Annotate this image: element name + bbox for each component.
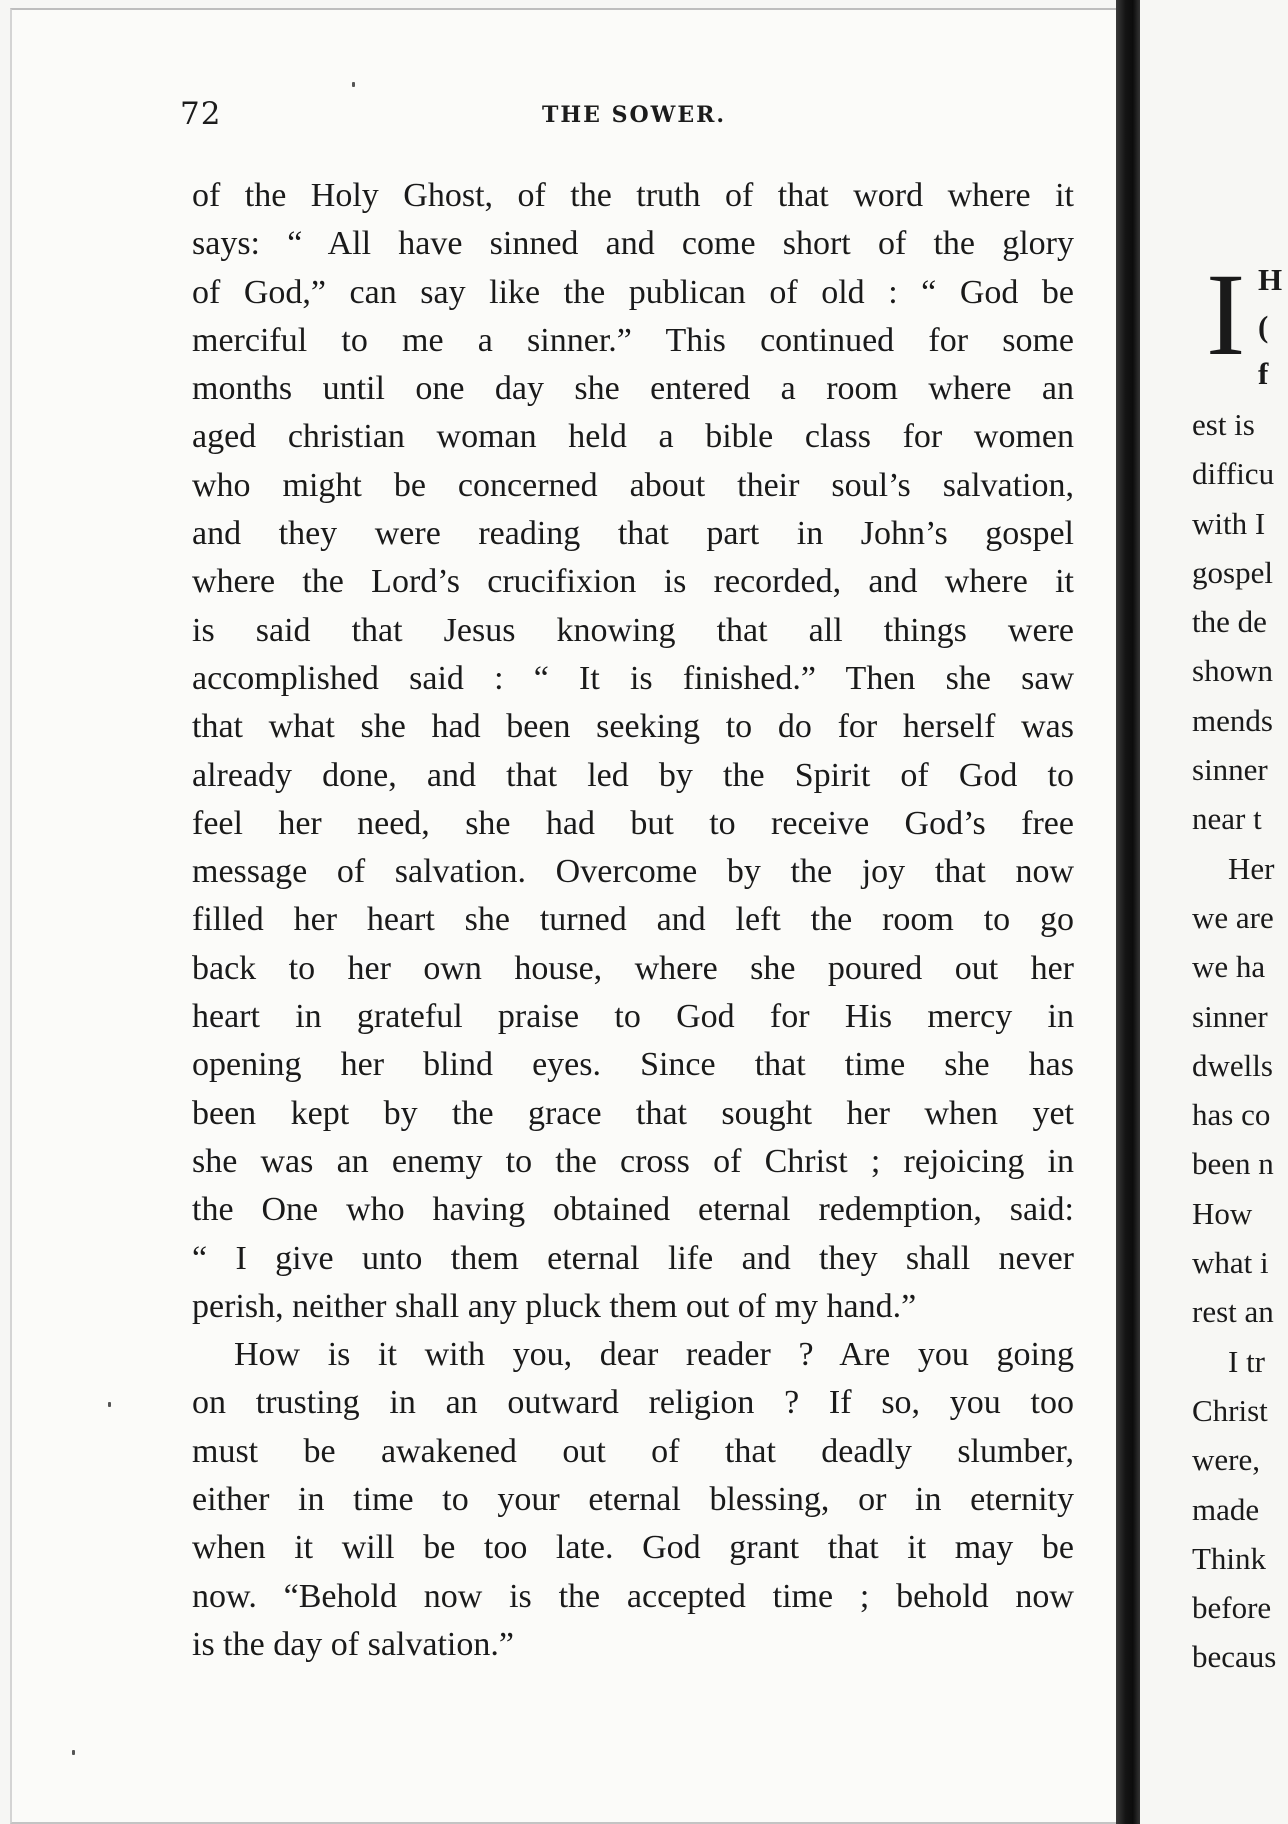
text-line: of the Holy Ghost, of the truth of that word where it	[192, 177, 1074, 214]
drop-line: H	[1258, 262, 1283, 297]
text-line: made	[1192, 1491, 1260, 1527]
drop-line: f	[1258, 356, 1269, 391]
text-line: says: “ All have sinned and come short of the glory	[192, 225, 1074, 263]
text-line: has co	[1192, 1097, 1271, 1133]
text-line: difficu	[1192, 456, 1275, 492]
text-line: dwells	[1192, 1047, 1273, 1083]
text-line: that what she had been seeking to do for herself was	[192, 708, 1074, 746]
print-speck	[108, 1402, 111, 1407]
right-page-text	[1192, 400, 1276, 1682]
text-line: accomplished said : “ It is finished.” Then she saw	[192, 659, 1074, 697]
text-line: sinner	[1192, 998, 1268, 1034]
text-line: feel her need, she had but to receive God’s free	[192, 804, 1074, 842]
page-number: 72	[180, 96, 222, 132]
text-line: perish, neither shall any pluck them out of my hand.”	[192, 1287, 917, 1325]
text-line: How	[1192, 1195, 1253, 1231]
text-line: the de	[1192, 604, 1267, 640]
text-line: of God,” can say like the publican of old : “ God be	[192, 273, 1074, 311]
text-line: gospel	[1192, 554, 1273, 590]
left-page	[10, 8, 1120, 1824]
print-speck	[352, 82, 355, 87]
print-speck	[72, 1750, 75, 1755]
text-line: already done, and that led by the Spirit of God to	[192, 756, 1074, 794]
text-line: and they were reading that part in John’s gospel	[192, 515, 1074, 553]
text-line: Think	[1192, 1540, 1267, 1576]
text-line: she was an enemy to the cross of Christ ; rejoicing in	[192, 1142, 1074, 1180]
text-line: shown	[1192, 653, 1273, 689]
text-line: what i	[1192, 1245, 1269, 1281]
right-page-fragment	[1140, 0, 1288, 1824]
text-line: merciful to me a sinner.” This continued for some	[192, 321, 1074, 359]
text-line: we ha	[1192, 949, 1266, 985]
text-line: aged christian woman held a bible class for women	[192, 418, 1074, 456]
drop-cap-lines	[1258, 256, 1282, 397]
text-line: How is it with you, dear reader ? Are you going	[234, 1336, 1074, 1374]
text-line: on trusting in an outward religion ? If so, you too	[192, 1384, 1074, 1422]
text-line: were,	[1192, 1442, 1260, 1478]
text-line: been n	[1192, 1146, 1274, 1182]
text-line: rest an	[1192, 1294, 1274, 1330]
text-line: Christ	[1192, 1392, 1268, 1428]
text-line: when it will be too late. God grant that it may be	[192, 1529, 1074, 1567]
text-line: mends	[1192, 702, 1273, 738]
text-line: the One who having obtained eternal redemption, said:	[192, 1191, 1074, 1229]
drop-cap: I	[1206, 249, 1246, 380]
text-line: now. “Behold now is the accepted time ; behold now	[192, 1577, 1074, 1615]
text-line: becaus	[1192, 1639, 1277, 1675]
text-line: heart in grateful praise to God for His mercy in	[192, 998, 1074, 1036]
body-text	[192, 172, 1074, 1669]
running-title: THE SOWER.	[542, 102, 727, 128]
text-line: opening her blind eyes. Since that time she has	[192, 1046, 1074, 1084]
text-line: with I	[1192, 505, 1266, 541]
text-line: Her	[1228, 850, 1275, 886]
text-line: we are	[1192, 899, 1274, 935]
text-line: sinner	[1192, 752, 1268, 788]
text-line: I tr	[1228, 1343, 1266, 1379]
gutter-shadow	[1116, 0, 1140, 1824]
text-line: near t	[1192, 801, 1262, 837]
text-line: est is	[1192, 407, 1255, 442]
text-line: filled her heart she turned and left the room to go	[192, 901, 1074, 939]
text-line: been kept by the grace that sought her when yet	[192, 1094, 1074, 1132]
text-line: who might be concerned about their soul’s salvation,	[192, 466, 1074, 504]
drop-line: (	[1258, 309, 1269, 344]
text-line: message of salvation. Overcome by the joy that now	[192, 853, 1074, 891]
text-line: before	[1192, 1590, 1272, 1626]
text-line: is the day of salvation.”	[192, 1625, 514, 1663]
running-head	[12, 96, 1120, 136]
text-line: where the Lord’s crucifixion is recorded, and where it	[192, 563, 1074, 601]
text-line: “ I give unto them eternal life and they shall never	[192, 1239, 1074, 1277]
text-line: back to her own house, where she poured out her	[192, 949, 1074, 987]
text-line: must be awakened out of that deadly slumber,	[192, 1432, 1074, 1470]
text-line: either in time to your eternal blessing, or in eternity	[192, 1481, 1074, 1519]
text-line: is said that Jesus knowing that all things were	[192, 611, 1074, 649]
text-line: months until one day she entered a room where an	[192, 370, 1074, 408]
